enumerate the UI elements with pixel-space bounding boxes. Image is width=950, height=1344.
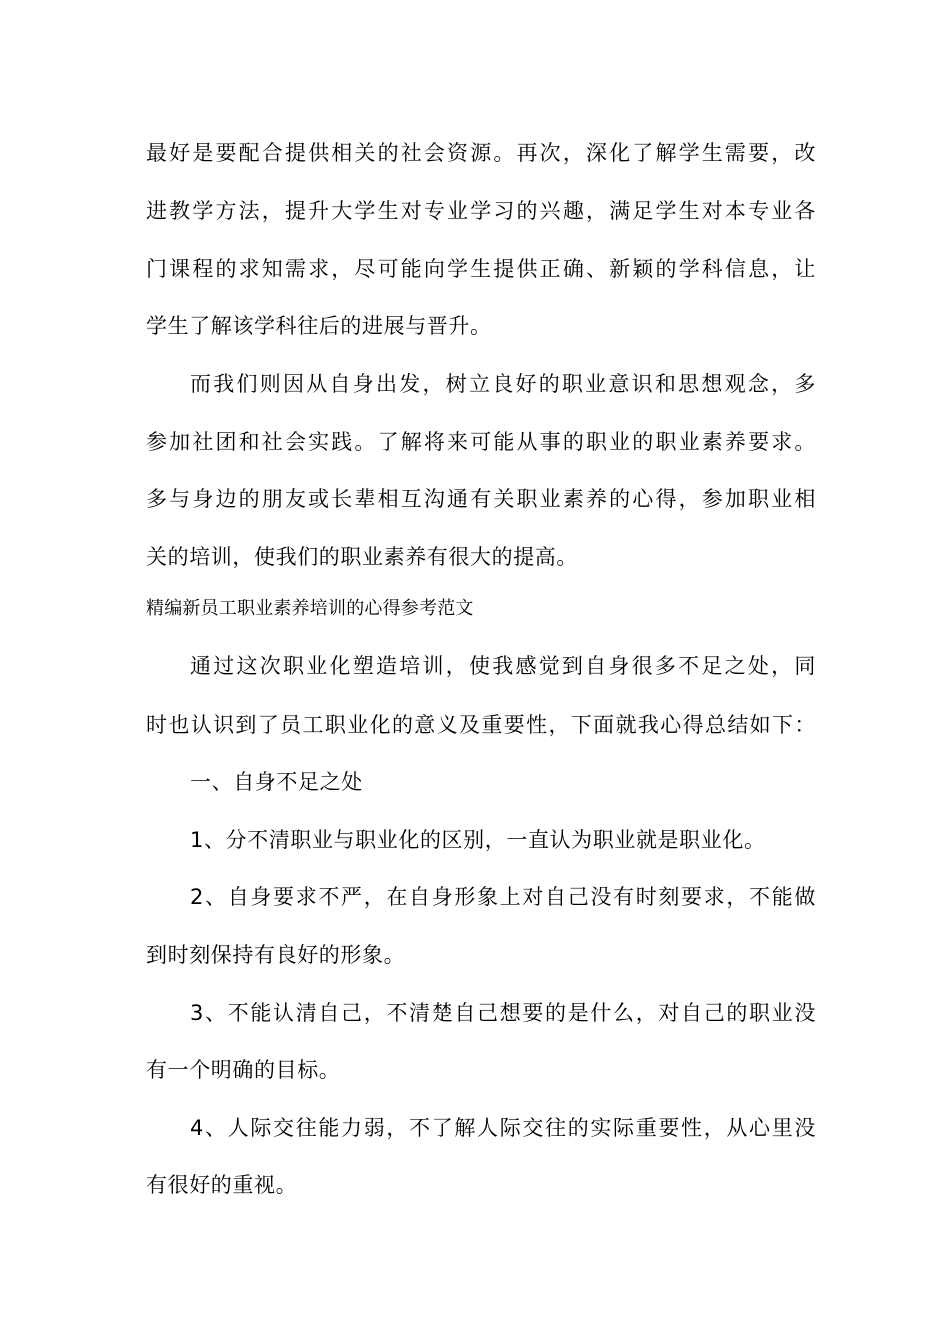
section-title: 精编新员工职业素养培训的心得参考范文 <box>146 598 474 619</box>
paragraph-line: 关的培训，使我们的职业素养有很大的提高。 <box>146 545 578 569</box>
paragraph-line: 通过这次职业化塑造培训，使我感觉到自身很多不足之处，同 <box>190 654 816 678</box>
paragraph-line: 参加社团和社会实践。了解将来可能从事的职业的职业素养要求。 <box>146 430 816 454</box>
paragraph-line: 多与身边的朋友或长辈相互沟通有关职业素养的心得，参加职业相 <box>146 487 816 511</box>
paragraph-line: 门课程的求知需求，尽可能向学生提供正确、新颖的学科信息，让 <box>146 257 816 281</box>
list-item-continuation: 有很好的重视。 <box>146 1173 298 1197</box>
list-item-continuation: 有一个明确的目标。 <box>146 1058 341 1082</box>
list-item: 4、人际交往能力弱，不了解人际交往的实际重要性，从心里没 <box>190 1116 816 1140</box>
paragraph-line: 学生了解该学科往后的进展与晋升。 <box>146 314 492 338</box>
paragraph-line: 最好是要配合提供相关的社会资源。再次，深化了解学生需要，改 <box>146 141 816 165</box>
paragraph-line: 进教学方法，提升大学生对专业学习的兴趣，满足学生对本专业各 <box>146 199 816 223</box>
paragraph-line: 而我们则因从自身出发，树立良好的职业意识和思想观念，多 <box>190 372 816 396</box>
list-heading: 一、自身不足之处 <box>190 770 363 794</box>
list-item: 1、分不清职业与职业化的区别，一直认为职业就是职业化。 <box>190 828 766 852</box>
list-item: 3、不能认清自己，不清楚自己想要的是什么，对自己的职业没 <box>190 1001 816 1025</box>
list-item-continuation: 到时刻保持有良好的形象。 <box>146 943 406 967</box>
paragraph-line: 时也认识到了员工职业化的意义及重要性，下面就我心得总结如下： <box>146 713 816 737</box>
list-item: 2、自身要求不严，在自身形象上对自己没有时刻要求，不能做 <box>190 885 816 909</box>
